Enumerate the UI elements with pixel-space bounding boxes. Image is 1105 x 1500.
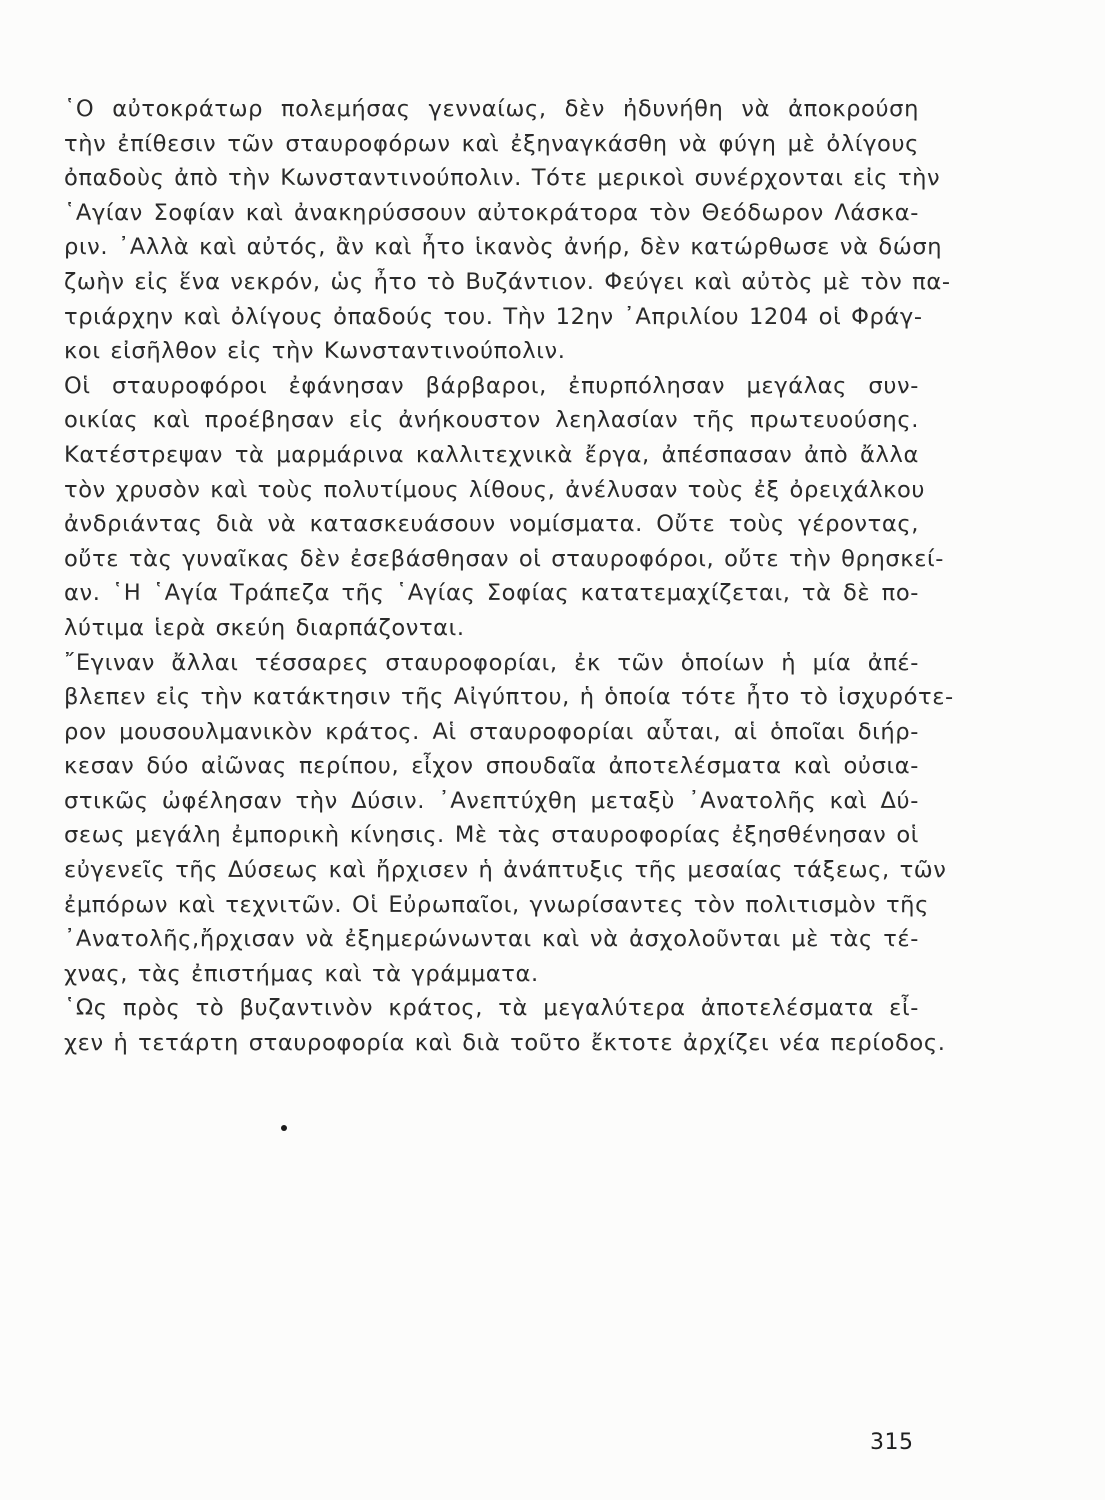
text-line: ριν. ᾿Αλλὰ καὶ αὐτός, ἂν καὶ ἦτο ἱκανὸς ἀνήρ, δὲν κατώρθωσε νὰ δώση — [64, 234, 943, 261]
text-line: ᾿Ανατολῆς,ἤρχισαν νὰ ἐξημερώνωνται καὶ νὰ ἀσχολοῦνται μὲ τὰς τέ- — [64, 926, 919, 953]
text-line: Οἱ σταυροφόροι ἐφάνησαν βάρβαροι, ἐπυρπόλησαν μεγάλας συν- — [64, 372, 919, 399]
body-text — [64, 92, 954, 1061]
bullet-dot-icon — [281, 1125, 287, 1131]
text-line: ῾Αγίαν Σοφίαν καὶ ἀνακηρύσσουν αὐτοκράτορα τὸν Θεόδωρον Λάσκα- — [64, 199, 919, 226]
text-line: χεν ἡ τετάρτη σταυροφορία καὶ διὰ τοῦτο ἔκτοτε ἀρχίζει νέα περίοδος. — [64, 1030, 946, 1057]
text-line: ῾Ως πρὸς τὸ βυζαντινὸν κράτος, τὰ μεγαλύτερα ἀποτελέσματα εἶ- — [64, 995, 919, 1022]
text-line: αν. ῾Η ῾Αγία Τράπεζα τῆς ῾Αγίας Σοφίας κατατεμαχίζεται, τὰ δὲ πο- — [64, 580, 919, 607]
text-line: τὴν ἐπίθεσιν τῶν σταυροφόρων καὶ ἐξηναγκάσθη νὰ φύγη μὲ ὀλίγους — [64, 130, 919, 157]
paragraph-4 — [64, 991, 946, 1060]
text-line: ῎Εγιναν ἄλλαι τέσσαρες σταυροφορίαι, ἐκ τῶν ὁποίων ἡ μία ἀπέ- — [64, 649, 919, 676]
text-line: Κατέστρεψαν τὰ μαρμάρινα καλλιτεχνικὰ ἔργα, ἀπέσπασαν ἀπὸ ἄλλα — [64, 441, 919, 468]
text-line: ὀπαδοὺς ἀπὸ τὴν Κωνσταντινούπολιν. Τότε μερικοὶ συνέρχονται εἰς τὴν — [64, 165, 941, 192]
paragraph-1 — [64, 92, 951, 369]
text-line: εὐγενεῖς τῆς Δύσεως καὶ ἤρχισεν ἡ ἀνάπτυξις τῆς μεσαίας τάξεως, τῶν — [64, 857, 947, 884]
paragraph-3 — [64, 646, 954, 992]
page-number: 315 — [870, 1430, 914, 1455]
text-line: σεως μεγάλη ἐμπορικὴ κίνησις. Μὲ τὰς σταυροφορίας ἐξησθένησαν οἱ — [64, 822, 919, 849]
text-line: λύτιμα ἱερὰ σκεύη διαρπάζονται. — [64, 614, 465, 641]
text-line: χνας, τὰς ἐπιστήμας καὶ τὰ γράμματα. — [64, 960, 539, 987]
text-line: ἀνδριάντας διὰ νὰ κατασκευάσουν νομίσματα. Οὔτε τοὺς γέροντας, — [64, 511, 919, 538]
text-line: ρον μουσουλμανικὸν κράτος. Αἱ σταυροφορίαι αὗται, αἱ ὁποῖαι διήρ- — [64, 718, 919, 745]
text-line: ῾Ο αὐτοκράτωρ πολεμήσας γενναίως, δὲν ἠδυνήθη νὰ ἀποκρούση — [64, 96, 919, 122]
text-line: τριάρχην καὶ ὀλίγους ὀπαδούς του. Τὴν 12ην ᾿Απριλίου 1204 οἱ Φράγ- — [64, 303, 923, 330]
text-line: στικῶς ὠφέλησαν τὴν Δύσιν. ᾿Ανεπτύχθη μεταξὺ ᾿Ανατολῆς καὶ Δύ- — [64, 787, 919, 814]
text-line: κοι εἰσῆλθον εἰς τὴν Κωνσταντινούπολιν. — [64, 338, 566, 365]
text-line: ἐμπόρων καὶ τεχνιτῶν. Οἱ Εὐρωπαῖοι, γνωρίσαντες τὸν πολιτισμὸν τῆς — [64, 891, 929, 918]
paragraph-2 — [64, 369, 945, 646]
text-line: ζωὴν εἰς ἕνα νεκρόν, ὡς ἦτο τὸ Βυζάντιον. Φεύγει καὶ αὐτὸς μὲ τὸν πα- — [64, 268, 951, 295]
text-line: κεσαν δύο αἰῶνας περίπου, εἶχον σπουδαῖα ἀποτελέσματα καὶ οὐσια- — [64, 753, 919, 780]
text-line: τὸν χρυσὸν καὶ τοὺς πολυτίμους λίθους, ἀνέλυσαν τοὺς ἐξ ὀρειχάλκου — [64, 476, 926, 503]
text-line: οὔτε τὰς γυναῖκας δὲν ἐσεβάσθησαν οἱ σταυροφόροι, οὔτε τὴν θρησκεί- — [64, 545, 945, 572]
text-line: οικίας καὶ προέβησαν εἰς ἀνήκουστον λεηλασίαν τῆς πρωτευούσης. — [64, 407, 919, 434]
text-line: βλεπεν εἰς τὴν κατάκτησιν τῆς Αἰγύπτου, ἡ ὁποία τότε ἦτο τὸ ἰσχυρότε- — [64, 684, 954, 711]
